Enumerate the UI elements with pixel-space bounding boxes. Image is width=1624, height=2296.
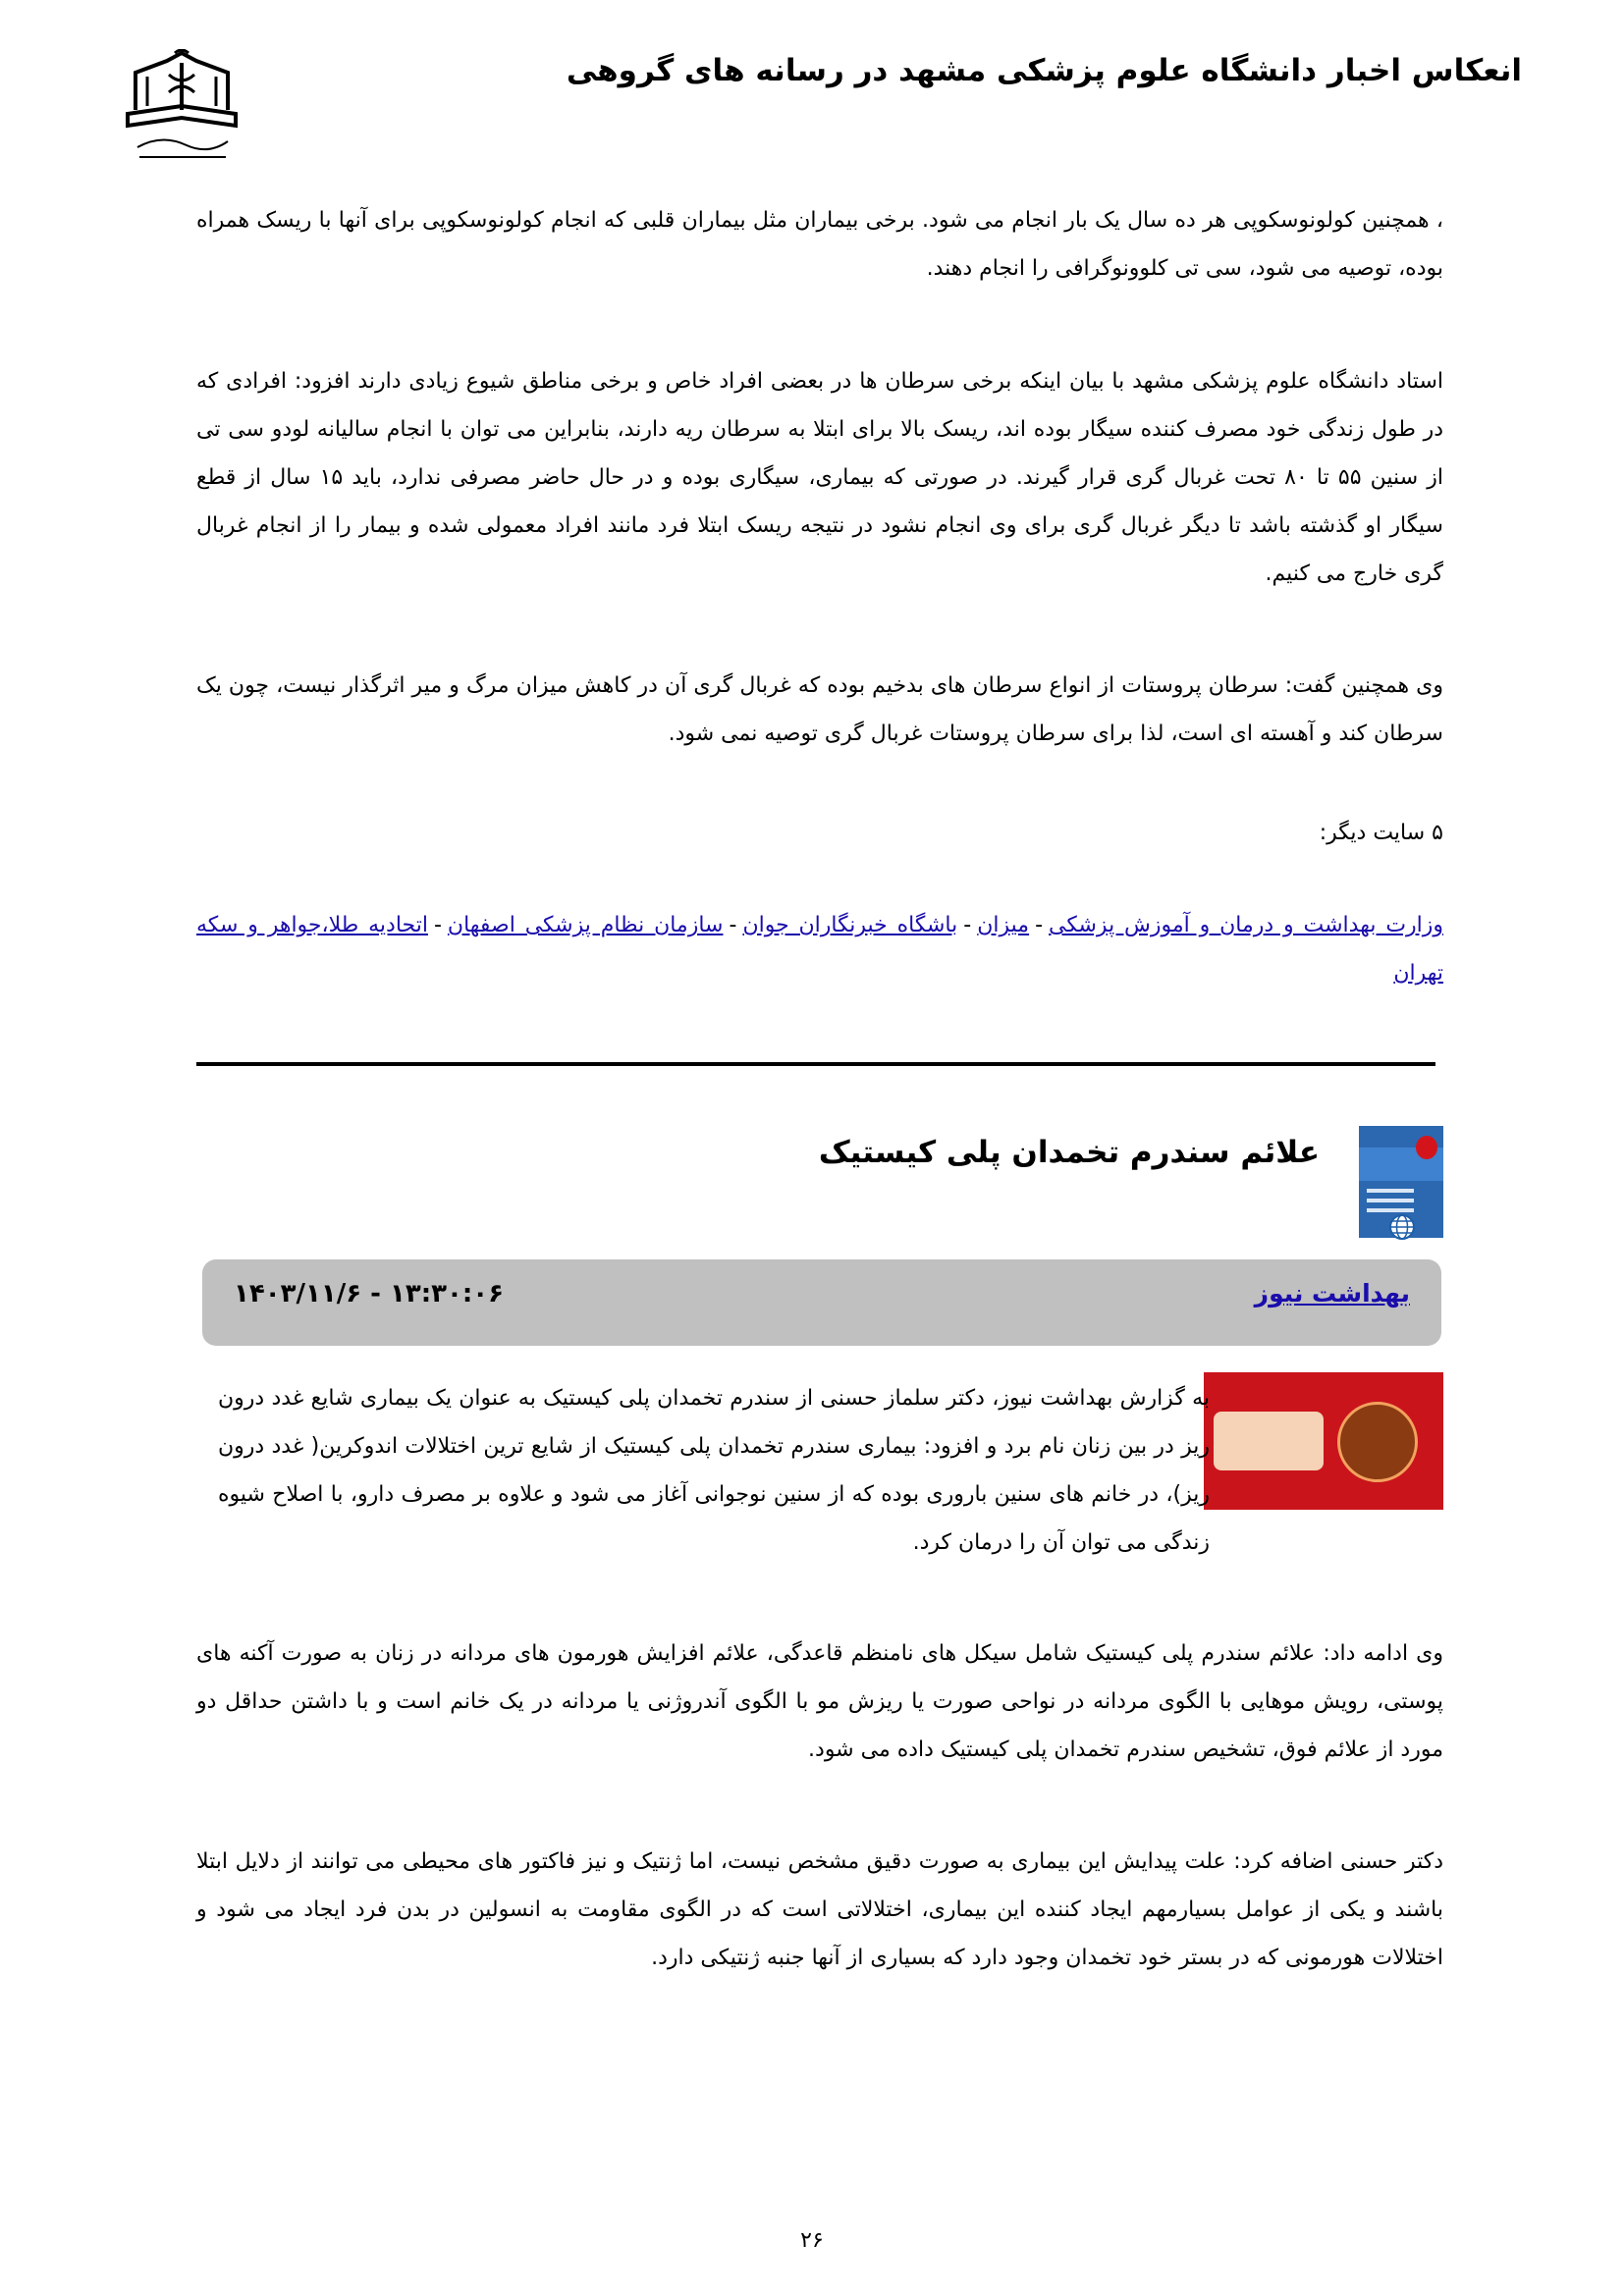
article2-paragraph-2: دکتر حسنی اضافه کرد: علت پیدایش این بیماری به صورت دقیق مشخص نیست، اما ژنتیک و نیز فاکتور های محیطی می توانند از دلایل ابتلا باشند و یکی از عوامل بسیارمهم ایجاد کننده این بیماری، اختلالاتی است که در الگوی مقاومت به انسولین در بدن فرد ایجاد می شود و اختلالات هورمونی که در بستر خود تخمدان وجود دارد که بسیاری از آنها جنبه ژنتیکی دارد. bbox=[196, 1849, 1443, 1970]
article1-paragraph-2: استاد دانشگاه علوم پزشکی مشهد با بیان اینکه برخی سرطان ها در بعضی افراد خاص و برخی مناطق شیوع زیادی دارند افزود: افرادی که در طول زندگی خود مصرف کننده سیگار بوده اند، ریسک بالا برای ابتلا به سرطان ریه دارند، بنابراین می توان با انجام سالیانه لودو سی تی از سنین ۵۵ تا ۸۰ تحت غربال گری قرار گیرند. در صورتی که بیماری، سیگاری بوده و در حال حاضر مصرفی ندارد، باید ۱۵ سال از قطع سیگار او گذشته باشد تا دیگر غربال گری برای وی انجام نشود در نتیجه ریسک ابتلا فرد مانند افراد معمولی شده و بیمار را از انجام غربال گری خارج می کنیم. bbox=[196, 369, 1444, 586]
article-title: علائم سندرم تخمدان پلی کیستیک bbox=[818, 1135, 1320, 1170]
link-separator: - bbox=[729, 913, 737, 937]
university-seal-icon bbox=[118, 49, 245, 165]
link-isfahan-medical-council[interactable]: سازمان نظام پزشکی اصفهان bbox=[447, 913, 724, 937]
link-mizan[interactable]: میزان bbox=[977, 913, 1030, 937]
section-divider bbox=[196, 1062, 1435, 1066]
link-tehran-gold-union[interactable]: اتحادیه طلا،جواهر و سکه تهران bbox=[196, 913, 1443, 986]
link-separator: - bbox=[1035, 913, 1044, 937]
link-separator: - bbox=[433, 913, 442, 937]
page-number: ۲۶ bbox=[800, 2228, 824, 2253]
article1-paragraph-3: وی همچنین گفت: سرطان پروستات از انواع سرطان های بدخیم بوده که غربال گری آن در کاهش میزان مرگ و میر اثرگذار نیست، چون یک سرطان کند و آهسته ای است، لذا برای سرطان پروستات غربال گری توصیه نمی شود. bbox=[196, 673, 1443, 746]
source-link[interactable]: بهداشت نیوز bbox=[1254, 1279, 1410, 1308]
other-sites-links bbox=[196, 901, 1443, 997]
link-yjc[interactable]: باشگاه خبرنگاران جوان bbox=[742, 913, 958, 937]
article2-paragraph-1: وی ادامه داد: علائم سندرم پلی کیستیک شامل سیکل های نامنظم قاعدگی، علائم افزایش هورمون های مردانه در زنان به صورت آکنه های پوستی، رویش موهایی با الگوی مردانه در نواحی صورت یا ریزش مو با الگوی آندروژنی یا مردانه در یک خانم است و با داشتن حداقل دو مورد از علائم فوق، تشخیص سندرم تخمدان پلی کیستیک داده می شود. bbox=[196, 1641, 1443, 1762]
link-separator: - bbox=[963, 913, 972, 937]
page-header bbox=[118, 49, 1522, 167]
article-datetime: ۱۴۰۳/۱۱/۶ - ۱۳:۳۰:۰۶ bbox=[234, 1279, 504, 1308]
link-health-ministry[interactable]: وزارت بهداشت و درمان و آموزش پزشکی bbox=[1049, 913, 1444, 937]
article1-paragraph-1: ، همچنین کولونوسکوپی هر ده سال یک بار انجام می شود. برخی بیماران مثل بیماران قلبی که انجام کولونوسکوپی برای آنها با ریسک همراه بوده، توصیه می شود، سی تی کلوونوگرافی را انجام دهند. bbox=[196, 208, 1443, 281]
farak-news-logo-icon bbox=[1204, 1372, 1443, 1510]
globe-icon[interactable] bbox=[1388, 1213, 1416, 1241]
article-meta-bar bbox=[202, 1259, 1441, 1346]
article2-lead: به گزارش بهداشت نیوز، دکتر سلماز حسنی از سندرم تخمدان پلی کیستیک به عنوان یک بیماری شایع غدد درون ریز در بین زنان نام برد و افزود: بیماری سندرم تخمدان پلی کیستیک از شایع ترین اختلالات اندوکرین( غدد درون ریز)، در خانم های سنین باروری بوده که از سنین نوجوانی آغاز می شود و علاوه بر مصرف دارو، با اصلاح شیوه زندگی می توان آن را درمان کرد. bbox=[218, 1386, 1210, 1555]
other-sites-label: ۵ سایت دیگر: bbox=[1319, 821, 1443, 845]
page-title: انعکاس اخبار دانشگاه علوم پزشکی مشهد در رسانه های گروهی bbox=[566, 53, 1522, 88]
